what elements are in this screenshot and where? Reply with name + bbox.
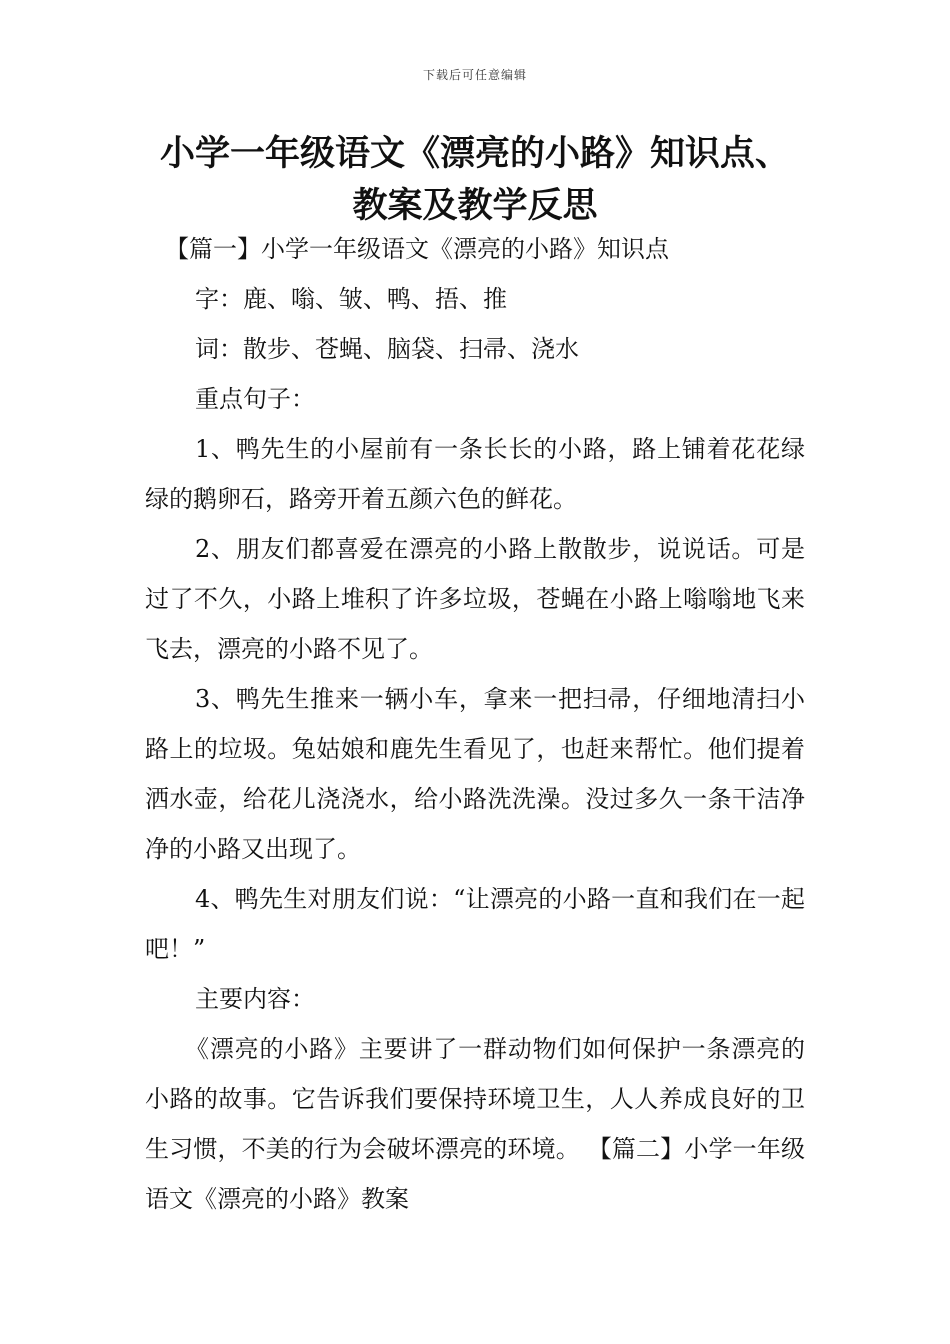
main-content-label: 主要内容：: [195, 985, 315, 1013]
key-sentence-3: 3、鸭先生推来一辆小车，拿来一把扫帚，仔细地清扫小路上的垃圾。兔姑娘和鹿先生看见了，也赶来帮忙。他们提着洒水壶，给花儿浇浇水，给小路洗洗澡。没过多久一条干洁净净的小路又出现了。: [145, 685, 805, 863]
document-title: [145, 128, 805, 232]
header-note: 下载后可任意编辑: [422, 68, 527, 82]
title-line-1: 小学一年级语文《漂亮的小路》知识点、: [159, 134, 790, 174]
key-sentence-2: 2、朋友们都喜爱在漂亮的小路上散散步，说说话。可是过了不久，小路上堆积了许多垃圾，苍蝇在小路上嗡嗡地飞来飞去，漂亮的小路不见了。: [145, 535, 805, 663]
key-sentence-4: 4、鸭先生对朋友们说：“让漂亮的小路一直和我们在一起吧！”: [145, 885, 805, 963]
title-line-2: 教案及教学反思: [352, 186, 598, 226]
words-line: 词：散步、苍蝇、脑袋、扫帚、浇水: [195, 335, 579, 363]
chars-line: 字：鹿、嗡、皱、鸭、捂、推: [195, 285, 507, 313]
document-body: [145, 224, 805, 1224]
key-sentences-label: 重点句子：: [195, 385, 315, 413]
main-content-paragraph: 《漂亮的小路》主要讲了一群动物们如何保护一条漂亮的小路的故事。它告诉我们要保持环境卫生，人人养成良好的卫生习惯，不美的行为会破坏漂亮的环境。 【篇二】小学一年级语文《漂亮的小路》教案: [145, 1035, 805, 1213]
key-sentence-1: 1、鸭先生的小屋前有一条长长的小路，路上铺着花花绿绿的鹅卵石，路旁开着五颜六色的鲜花。: [145, 435, 805, 513]
section-heading: 【篇一】小学一年级语文《漂亮的小路》知识点: [165, 235, 669, 263]
